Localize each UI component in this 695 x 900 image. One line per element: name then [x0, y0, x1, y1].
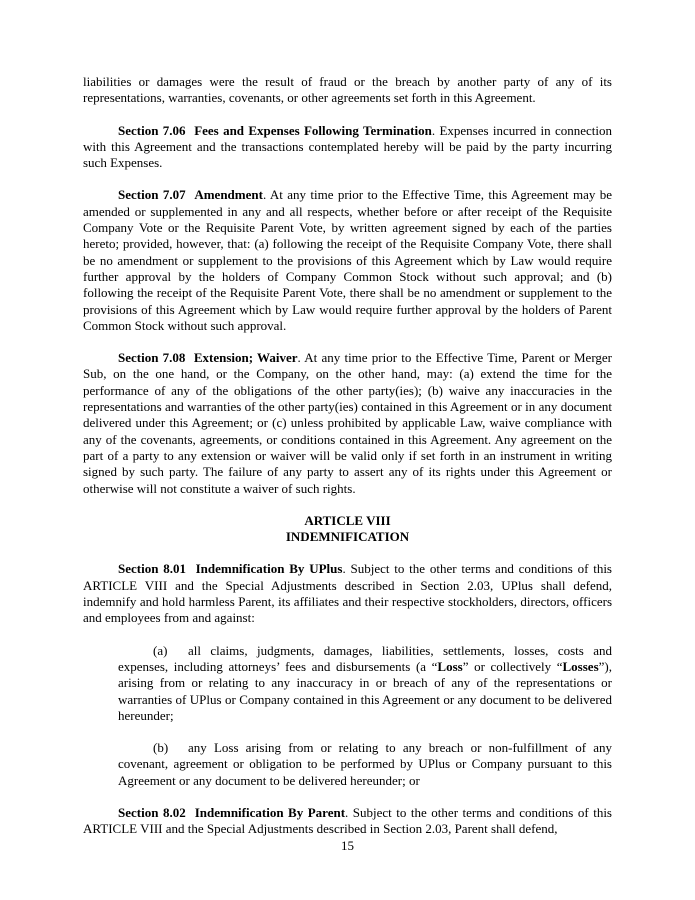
page-number: 15: [341, 837, 354, 853]
section-7-07-paragraph: [83, 187, 612, 334]
item-a-text-3: ”), arising from or relating to any inaccuracy in or breach of any of the representations or warranties of UPlus or Company contained in this Agreement or any document to be delivered hereunder;: [118, 658, 612, 723]
section-7-08-body: . At any time prior to the Effective Time, Parent or Merger Sub, on the one hand, or the Company, on the other hand, may: (a) extend the time for the performance of any of the obligations of the other party(ies); (b) waive any inaccuracies in the representations and warranties of the other party(ies) contained in this Agreement or in any document delivered under this Agreement; or (c) unless prohibited by applicable Law, waive compliance with any of the covenants, agreements, or conditions contained in this Agreement. Any agreement on the part of a party to any extension or waiver will be valid only if set forth in an instrument in writing signed by such party. The failure of any party to assert any of its rights under this Agreement or otherwise will not constitute a waiver of such rights.: [83, 350, 613, 496]
article-title: INDEMNIFICATION: [285, 529, 410, 545]
item-b-text: any Loss arising from or relating to any breach or non-fulfillment of any covenant, agreement or obligation to be performed by UPlus or Company pursuant to this Agreement or any document to be delivered hereunder; or: [118, 740, 612, 788]
indemnity-item-b: [118, 740, 612, 789]
paragraph-continuation: liabilities or damages were the result of fraud or the breach by another party of any of its representations, warranties, covenants, or other agreements set forth in this Agreement.: [83, 74, 612, 106]
indemnity-item-a: [118, 643, 612, 724]
losses-defined-term: Losses: [562, 658, 599, 674]
loss-defined-term: Loss: [437, 658, 463, 674]
article-number: ARTICLE VIII: [304, 512, 391, 528]
section-8-02-heading: Section 8.02 Indemnification By Parent: [118, 804, 346, 820]
section-7-06-heading: Section 7.06 Fees and Expenses Following Termination: [118, 122, 432, 138]
section-8-02-paragraph: [83, 805, 612, 838]
section-8-02-body: . Subject to the other terms and conditions of this ARTICLE VIII and the Special Adjustments described in Section 2.03, Parent shall defend,: [83, 804, 612, 837]
item-b-label: (b): [153, 740, 169, 756]
section-7-08-heading: Section 7.08 Extension; Waiver: [118, 350, 298, 366]
section-8-01-body: . Subject to the other terms and conditions of this ARTICLE VIII and the Special Adjustments described in Section 2.03, UPlus shall defend, indemnify and hold harmless Parent, its affiliates and their respective stockholders, directors, officers and employees from and against:: [83, 561, 612, 626]
item-a-text-2: ” or collectively “: [462, 658, 563, 674]
item-a-text-1: all claims, judgments, damages, liabilities, settlements, losses, costs and expenses, including attorneys’ fees and disbursements (a “: [118, 642, 612, 674]
section-7-06-body: . Expenses incurred in connection with this Agreement and the transactions contemplated hereby will be paid by the party incurring such Expenses.: [83, 122, 613, 171]
section-7-08-paragraph: [83, 350, 612, 497]
section-7-07-body: . At any time prior to the Effective Time, this Agreement may be amended or supplemented in any and all respects, whether before or after receipt of the Requisite Company Vote or the Requisite Parent Vote, by written agreement signed by each of the parties hereto; provided, however, that: (a) following the receipt of the Requisite Company Vote, there shall be no amendment or supplement to the provisions of this Agreement which by Law would require further approval by the holders of Company Common Stock without such approval; and (b) following the receipt of the Requisite Parent Vote, there shall be no amendment or supplement to the provisions of this Agreement which by Law would require further approval by the holders of Parent Common Stock without such approval.: [83, 187, 613, 333]
article-viii-heading: [83, 513, 612, 546]
section-7-07-heading: Section 7.07 Amendment: [118, 187, 263, 203]
section-8-01-paragraph: [83, 561, 612, 626]
item-a-label: (a): [153, 642, 168, 658]
section-8-01-heading: Section 8.01 Indemnification By UPlus: [118, 561, 343, 577]
section-7-06-paragraph: [83, 123, 612, 172]
